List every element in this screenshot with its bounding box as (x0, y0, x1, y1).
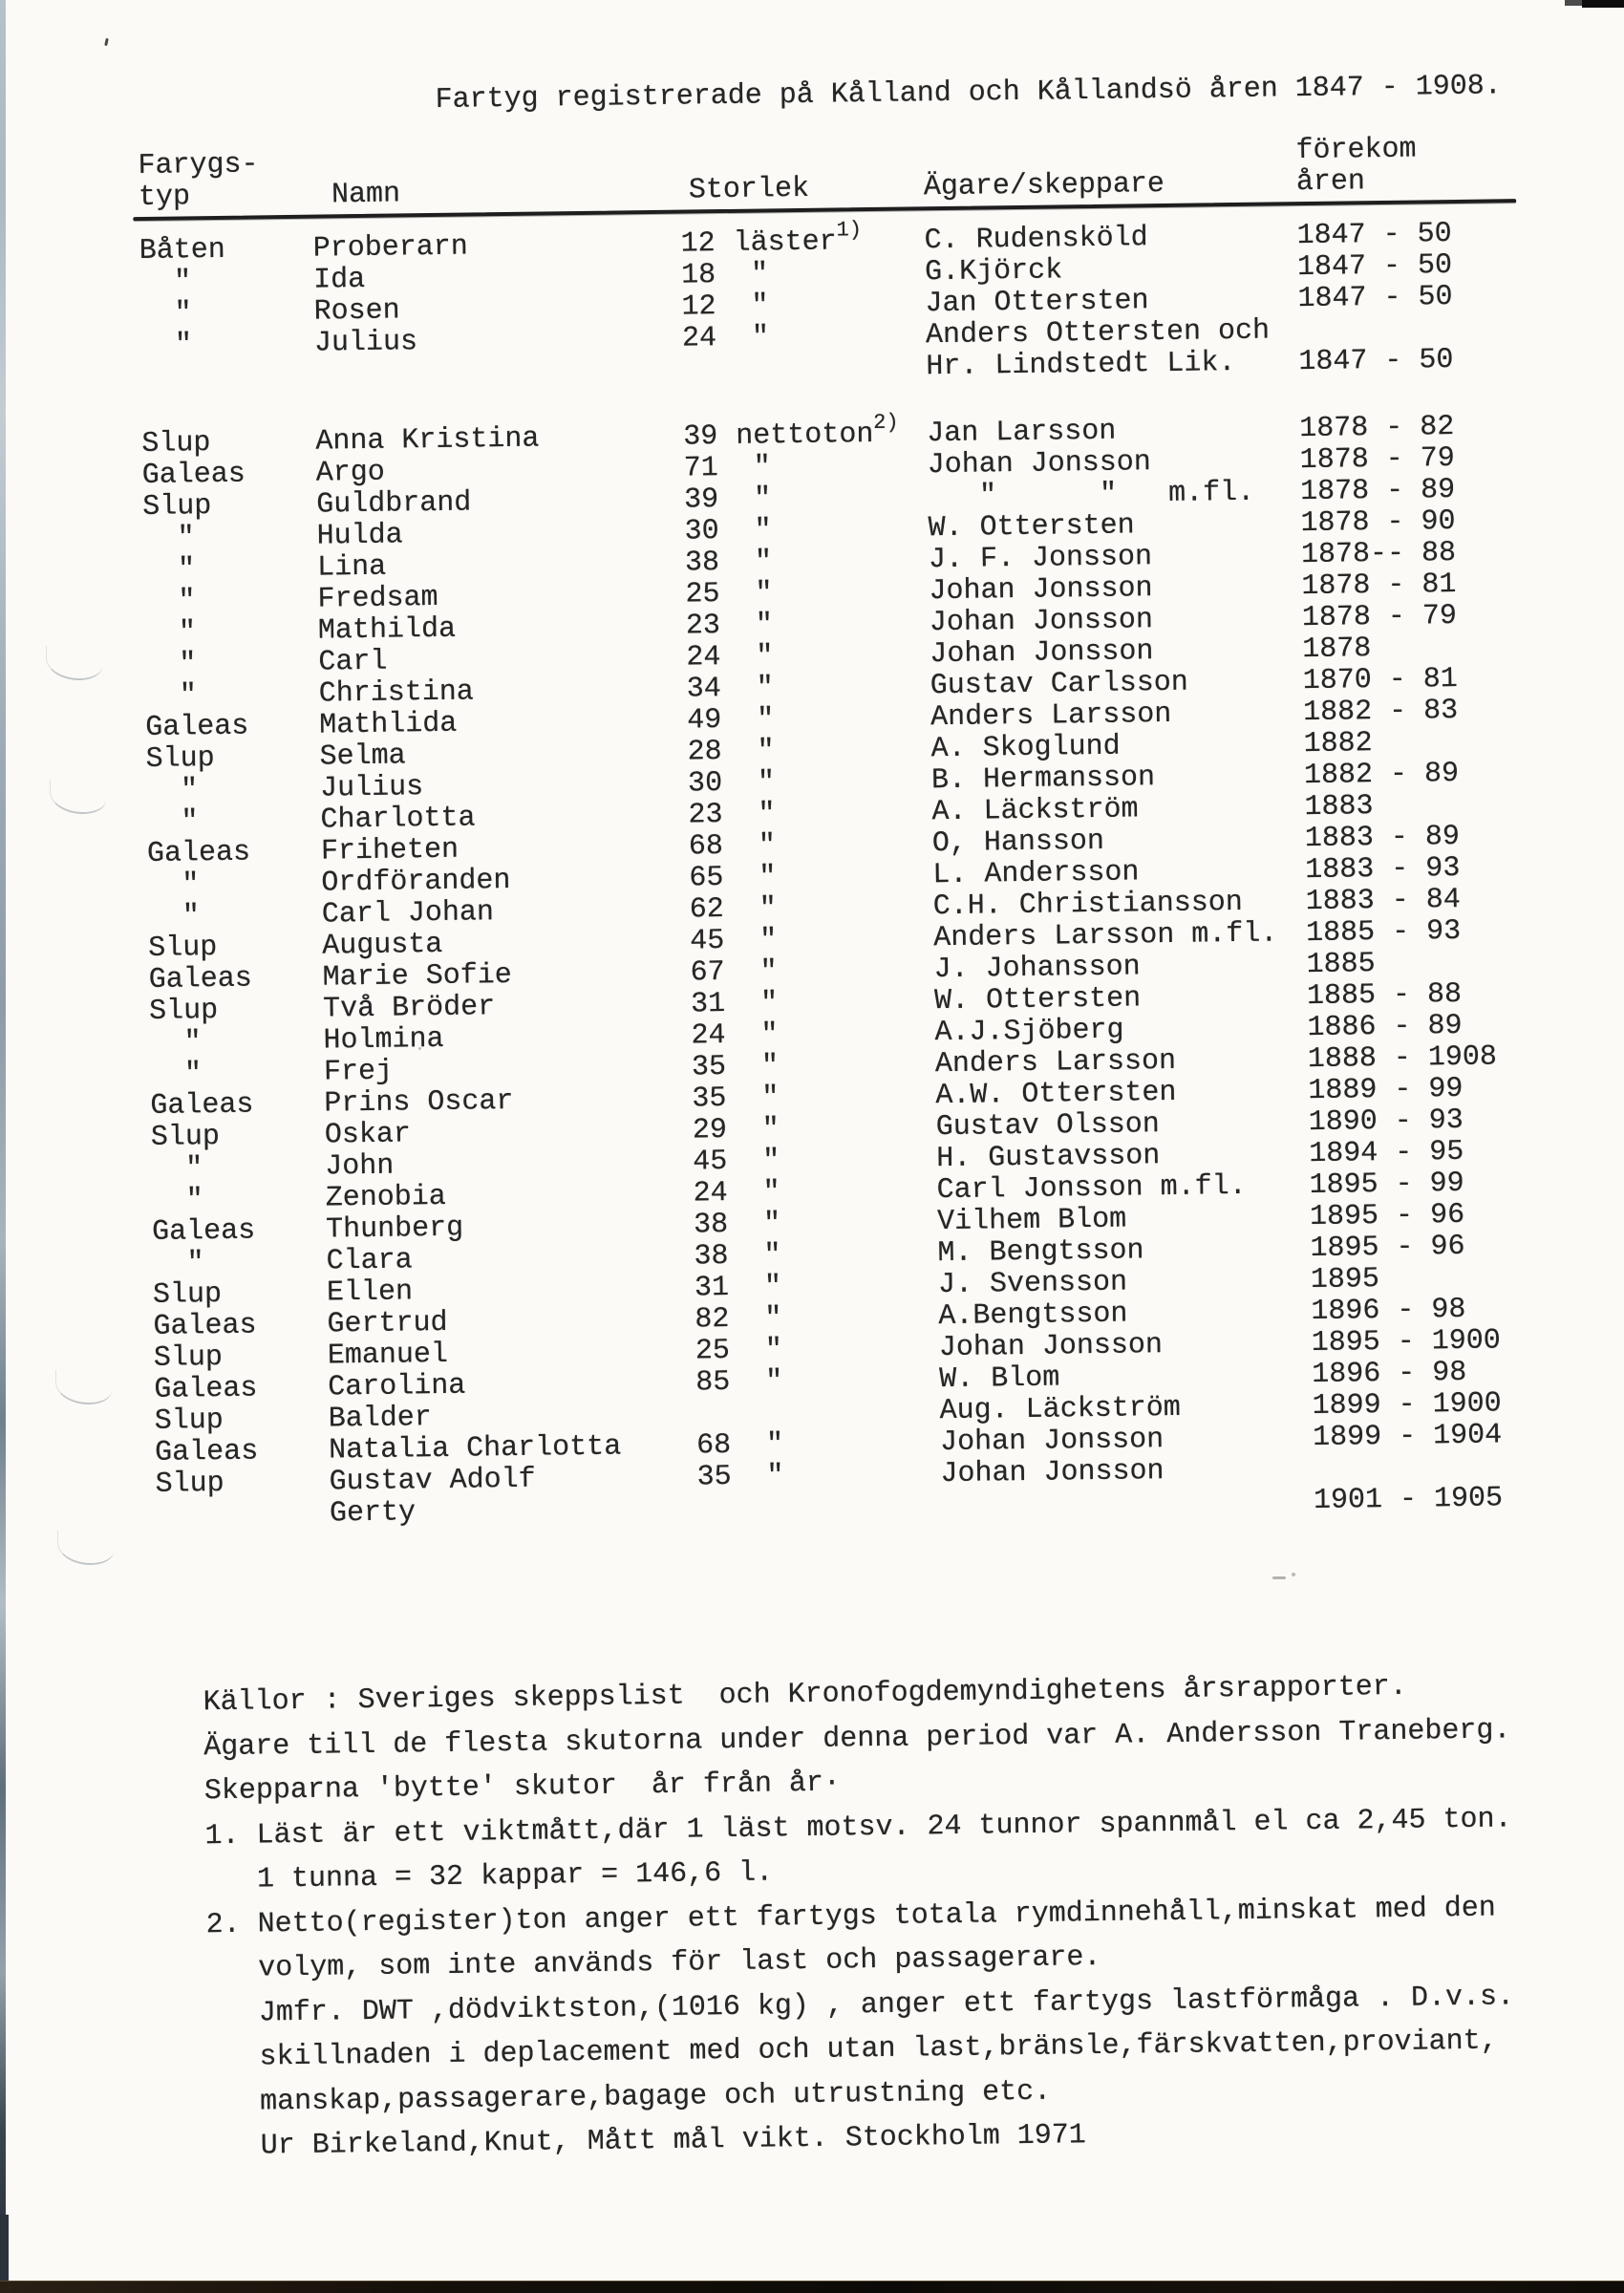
unit-text: " (742, 955, 778, 989)
cell-size-unit (735, 321, 769, 354)
cell-owner: W. Blom (939, 1361, 1060, 1397)
cell-size-unit (737, 577, 772, 610)
unit-text: " (744, 1113, 780, 1146)
unit-text: " (747, 1302, 782, 1336)
cell-owner: H. Gustavsson (936, 1140, 1161, 1176)
cell-ship-type: " (139, 329, 193, 363)
cell-ship-type: Slup (150, 1120, 221, 1154)
cell-ship-type: Slup (141, 427, 211, 461)
cell-ship-name: Ellen (326, 1275, 414, 1310)
cell-owner: C.H. Christiansson (932, 886, 1244, 924)
cell-ship-type: " (143, 616, 197, 650)
footnotes-block (203, 1668, 1623, 2175)
cell-ship-type: Slup (153, 1340, 224, 1375)
cell-size-unit (737, 482, 771, 515)
unit-text: " (743, 1050, 780, 1083)
cell-owner: Aug. Läckström (939, 1391, 1181, 1428)
unit-text: " (739, 703, 775, 737)
cell-ship-name: Argo (315, 456, 386, 490)
cell-owner: M. Bengtsson (937, 1234, 1144, 1271)
cell-size-unit (744, 1082, 779, 1114)
cell-ship-type: " (149, 1026, 202, 1060)
cell-ship-type: " (142, 553, 196, 587)
cell-years: 1870 - 81 (1302, 662, 1458, 698)
cell-ship-name: Charlotta (320, 802, 476, 837)
cell-ship-name: Hulda (316, 519, 403, 553)
unit-text: nettoton (736, 418, 874, 453)
cell-ship-name: Augusta (322, 928, 443, 963)
unit-text: " (748, 1428, 784, 1462)
footnote-line: 1 tunna = 32 kappar = 146,6 l. (204, 1856, 774, 1897)
footnote-line: 1. Läst är ett viktmått,där 1 läst motsv. 24 tunnor spannmål el ca 2,45 ton. (204, 1802, 1512, 1853)
cell-owner: Vilhem Blom (936, 1203, 1127, 1239)
scan-bottom-edge (0, 2281, 1624, 2293)
cell-size-unit (742, 924, 777, 956)
cell-ship-type: Slup (154, 1404, 224, 1438)
cell-size-unit (739, 703, 774, 736)
ship-table-group-1847 (0, 216, 1614, 395)
cell-ship-name: Friheten (320, 833, 459, 868)
cell-years: 1883 - 93 (1305, 851, 1461, 888)
cell-ship-name: Natalia Charlotta (328, 1430, 622, 1468)
scan-top-right-mark-black (1582, 0, 1624, 8)
cell-ship-name: Anna Kristina (315, 422, 540, 459)
cell-years: 1896 - 98 (1312, 1356, 1467, 1392)
cell-size-value: 28 (687, 736, 722, 769)
cell-size-value: 18 (680, 259, 716, 292)
cell-years: 1885 - 88 (1306, 977, 1463, 1014)
cell-ship-name: Mathlida (319, 707, 458, 742)
cell-owner: W. Ottersten (933, 982, 1142, 1018)
cell-owner: Anders Ottersten och (925, 314, 1271, 353)
cell-size-unit (743, 987, 778, 1019)
cell-owner: Johan Jonsson (938, 1329, 1164, 1365)
cell-years: 1882 - 83 (1302, 694, 1459, 730)
cell-ship-name: Emanuel (327, 1338, 449, 1373)
cell-years: 1895 - 96 (1310, 1230, 1465, 1266)
cell-owner: Johan Jonsson (929, 604, 1154, 640)
cell-size-value: 12 (680, 227, 716, 261)
cell-size-value: 30 (684, 515, 719, 548)
cell-size-unit (747, 1302, 781, 1335)
cell-ship-name: Gerty (329, 1496, 417, 1531)
cell-size-unit (737, 514, 771, 546)
cell-years: 1878 - 79 (1299, 442, 1455, 478)
cell-years: 1883 (1304, 790, 1374, 825)
cell-owner: A.J.Sjöberg (934, 1014, 1124, 1050)
cell-ship-name: Rosen (313, 294, 400, 329)
unit-text: läster (733, 225, 837, 260)
cell-years: 1878 - 89 (1299, 474, 1456, 509)
unit-text: " (741, 861, 777, 894)
cell-size-unit (733, 218, 863, 260)
cell-owner: J. Johansson (933, 951, 1141, 987)
unit-text: " (736, 451, 772, 484)
cell-size-value: 39 (683, 483, 719, 517)
document-title: Fartyg registrerade på Kålland och Kållandsö åren 1847 - 1908. (435, 70, 1503, 117)
column-header-size: Storlek (688, 172, 810, 207)
cell-owner: Anders Larsson (934, 1044, 1177, 1082)
cell-size-value: 68 (688, 830, 724, 864)
cell-ship-name: Gustav Adolf (329, 1463, 536, 1499)
cell-years: 1895 (1310, 1263, 1380, 1297)
cell-size-unit (737, 546, 772, 578)
cell-years: 1878 - 79 (1301, 599, 1458, 635)
cell-owner: J. F. Jonsson (928, 541, 1153, 577)
cell-ship-name: Marie Sofie (322, 958, 512, 995)
cell-ship-name: Två Bröder (322, 991, 496, 1026)
footnote-line: Skepparna 'bytte' skutor år från år· (203, 1767, 842, 1809)
cell-size-unit (734, 289, 768, 322)
cell-years: 1895 - 99 (1309, 1167, 1464, 1203)
cell-ship-name: Ida (312, 263, 366, 297)
cell-years: 1878-- 88 (1300, 536, 1457, 572)
unit-text: " (746, 1239, 781, 1273)
unit-text: " (736, 482, 772, 516)
cell-size-value: 35 (692, 1082, 727, 1116)
cell-ship-type: " (151, 1152, 203, 1186)
unit-text: " (737, 577, 773, 611)
cell-owner: Johan Jonsson (939, 1424, 1165, 1460)
cell-size-value: 25 (694, 1335, 731, 1368)
column-header-years-line1: förekom (1295, 133, 1417, 168)
cell-owner: Gustav Olsson (935, 1108, 1161, 1145)
cell-ship-type: Galeas (153, 1309, 257, 1343)
unit-text: " (745, 1176, 780, 1210)
cell-years: 1847 - 50 (1296, 249, 1453, 285)
column-header-name: Namn (331, 178, 401, 212)
cell-ship-name: Guldbrand (316, 486, 472, 522)
unit-text: " (746, 1271, 782, 1304)
cell-ship-type: Slup (148, 932, 218, 965)
cell-size-unit (736, 410, 899, 453)
cell-size-unit (749, 1428, 783, 1461)
cell-years: 1899 - 1900 (1312, 1387, 1502, 1424)
cell-owner: G.Kjörck (924, 254, 1063, 289)
cell-years: 1882 (1303, 727, 1373, 761)
cell-ship-name: Carolina (328, 1369, 466, 1404)
cell-size-value: 62 (689, 893, 725, 927)
cell-ship-name: Frej (323, 1055, 394, 1089)
cell-size-unit (738, 609, 773, 641)
footnote-line: Ur Birkeland,Knut, Mått mål vikt. Stockholm 1971 (208, 2119, 1087, 2164)
unit-text: " (738, 640, 774, 674)
unit-text: " (742, 987, 779, 1020)
cell-size-value: 49 (687, 704, 722, 738)
cell-size-unit (744, 1050, 779, 1082)
column-header-owner: Ägare/skeppare (923, 167, 1165, 204)
unit-text: " (739, 735, 775, 768)
cell-years: 1878 (1302, 632, 1372, 667)
cell-size-unit (742, 892, 777, 925)
cell-size-unit (739, 672, 774, 704)
cell-ship-type: Slup (155, 1467, 224, 1501)
cell-size-value: 31 (690, 988, 726, 1021)
cell-ship-type: Galeas (154, 1372, 258, 1406)
cell-years: 1895 - 1900 (1311, 1324, 1502, 1361)
cell-years: 1886 - 89 (1307, 1009, 1463, 1045)
cell-years: 1889 - 99 (1308, 1072, 1464, 1108)
scan-dust (1292, 1573, 1295, 1576)
scan-dust (418, 1047, 421, 1050)
cell-years: 1847 - 50 (1296, 218, 1452, 253)
cell-size-value: 39 (683, 420, 718, 454)
cell-ship-type: Galeas (145, 710, 249, 744)
cell-years: 1878 - 81 (1301, 568, 1457, 604)
cell-owner: A.Bengtsson (938, 1297, 1128, 1334)
footnote-marker: 2) (873, 410, 899, 435)
cell-size-value: 30 (687, 767, 723, 801)
cell-size-unit (743, 1018, 778, 1051)
cell-size-unit (746, 1208, 780, 1240)
footnote-line: Ägare till de flesta skutorna under denna period var A. Andersson Traneberg. (203, 1713, 1511, 1764)
unit-text: " (744, 1082, 780, 1115)
unit-text: " (741, 892, 778, 926)
cell-years: 1895 - 96 (1309, 1198, 1465, 1234)
unit-text: " (737, 546, 773, 579)
cell-ship-name: Lina (316, 550, 387, 585)
unit-text: " (734, 289, 769, 323)
cell-years: 1901 - 1905 (1313, 1482, 1504, 1518)
cell-ship-type: Slup (145, 742, 215, 776)
cell-ship-name: Holmina (323, 1022, 444, 1058)
cell-size-unit (745, 1145, 780, 1177)
unit-text: " (748, 1365, 783, 1399)
unit-text: " (738, 672, 775, 705)
cell-size-value: 65 (689, 862, 724, 895)
cell-ship-name: Thunberg (325, 1211, 464, 1247)
ship-table-group-1878 (0, 409, 1624, 1533)
cell-ship-type: " (152, 1247, 204, 1280)
cell-ship-type: Båten (139, 233, 225, 268)
cell-years: 1883 - 89 (1304, 820, 1461, 856)
cell-size-value: 38 (694, 1240, 729, 1274)
column-header-type-line2: typ (138, 181, 191, 215)
cell-size-value: 45 (693, 1146, 728, 1179)
cell-ship-type: " (139, 266, 192, 300)
cell-owner: W. Ottersten (928, 509, 1135, 546)
cell-owner: Gustav Carlsson (930, 666, 1189, 703)
cell-size-value: 35 (696, 1461, 732, 1494)
cell-size-unit (748, 1365, 782, 1398)
cell-size-unit (737, 451, 771, 483)
cell-years: 1878 - 82 (1299, 411, 1455, 446)
cell-ship-type: " (144, 648, 197, 681)
cell-ship-name: Oskar (324, 1118, 412, 1152)
unit-text: " (737, 609, 774, 642)
cell-size-value: 82 (694, 1303, 730, 1337)
cell-size-value: 12 (681, 290, 716, 324)
unit-text: " (733, 258, 769, 291)
cell-years: 1878 - 90 (1300, 505, 1456, 541)
cell-owner: A. Skoglund (930, 730, 1121, 766)
cell-years: 1882 - 89 (1303, 757, 1460, 793)
cell-ship-type: " (143, 585, 196, 618)
cell-size-unit (739, 735, 774, 767)
cell-ship-name: Clara (326, 1244, 413, 1278)
cell-size-value: 24 (681, 322, 717, 355)
cell-years: 1899 - 1904 (1312, 1419, 1503, 1455)
cell-ship-type: " (147, 900, 201, 933)
unit-text: " (743, 1018, 779, 1052)
cell-owner: J. Svensson (937, 1266, 1128, 1302)
cell-ship-type: " (147, 868, 200, 902)
cell-years: 1890 - 93 (1308, 1104, 1464, 1140)
cell-owner: Johan Jonsson (927, 446, 1152, 482)
cell-size-unit (747, 1271, 781, 1303)
cell-ship-name: John (325, 1149, 395, 1184)
cell-size-unit (742, 955, 777, 988)
cell-size-unit (745, 1176, 780, 1209)
cell-ship-name: Fredsam (317, 581, 438, 616)
cell-size-unit (734, 258, 768, 290)
cell-size-value: 24 (691, 1019, 726, 1053)
unit-text: " (745, 1145, 780, 1178)
cell-ship-name: Balder (328, 1402, 433, 1436)
cell-ship-name: Carl Johan (321, 896, 495, 932)
cell-size-value: 85 (695, 1366, 731, 1400)
footnote-line: 2. Netto(register)ton anger ett fartygs totala rymdinnehåll,minskat med den (205, 1892, 1497, 1941)
cell-years: 1888 - 1908 (1307, 1040, 1498, 1077)
cell-ship-type: Galeas (150, 1088, 254, 1123)
unit-text: " (740, 829, 777, 863)
cell-size-value: 23 (685, 610, 721, 643)
footnote-marker: 1) (836, 218, 863, 243)
cell-owner: Johan Jonsson (940, 1455, 1165, 1491)
cell-ship-type: " (144, 679, 198, 713)
cell-ship-type: " (151, 1184, 203, 1217)
column-header-years-line2: åren (1295, 165, 1366, 200)
cell-years: 1885 - 93 (1305, 914, 1462, 951)
cell-owner: A. Läckström (931, 793, 1139, 829)
cell-owner: Jan Larsson (927, 415, 1117, 451)
unit-text: " (740, 798, 776, 831)
footnote-line: Jmfr. DWT ,dödviktston,(1016 kg) , anger ett fartygs lastförmåga . D.v.s. (206, 1980, 1515, 2030)
cell-owner: B. Hermansson (930, 761, 1156, 798)
cell-size-unit (741, 829, 776, 862)
cell-ship-name: Julius (319, 771, 424, 805)
cell-owner: " " m.fl. (927, 476, 1255, 514)
cell-ship-name: Mathilda (317, 612, 457, 648)
unit-text: " (737, 514, 772, 547)
unit-text: " (734, 321, 770, 354)
footnote-line: manskap,passagerare,bagage och utrustning etc. (207, 2075, 1052, 2119)
scan-left-edge (0, 0, 6, 2293)
cell-size-value: 25 (685, 578, 720, 611)
cell-years: 1883 - 84 (1305, 883, 1462, 919)
cell-size-unit (740, 766, 775, 799)
cell-ship-type: " (145, 774, 199, 807)
unit-text: " (739, 766, 776, 800)
cell-size-value: 23 (688, 799, 723, 832)
cell-ship-name: Carl (318, 645, 388, 679)
cell-owner: L. Andersson (932, 856, 1140, 892)
cell-size-unit (746, 1239, 780, 1272)
cell-ship-type: Slup (148, 995, 219, 1028)
cell-size-unit (738, 640, 773, 673)
cell-ship-name: Ordföranden (321, 864, 511, 900)
unit-text: " (749, 1460, 784, 1493)
cell-ship-name: Proberarn (312, 230, 468, 266)
cell-ship-name: Julius (313, 326, 418, 360)
cell-ship-name: Zenobia (325, 1180, 446, 1215)
cell-years: 1885 (1306, 948, 1376, 982)
cell-owner: Hr. Lindstedt Lik. (926, 347, 1236, 384)
cell-ship-type: " (142, 522, 195, 555)
cell-owner: A.W. Ottersten (935, 1076, 1177, 1113)
cell-years: 1896 - 98 (1311, 1293, 1466, 1329)
cell-size-unit (740, 798, 775, 830)
cell-size-value: 24 (693, 1177, 728, 1211)
column-header-type-line1: Farygs- (138, 148, 259, 183)
cell-owner: C. Rudensköld (924, 222, 1148, 258)
cell-size-value: 38 (693, 1209, 729, 1242)
cell-ship-name: Selma (319, 739, 406, 774)
cell-owner: Anders Larsson (930, 697, 1172, 735)
cell-ship-type: Slup (142, 490, 212, 524)
footnote-line: skillnaden i deplacement med och utan last,bränsle,färskvatten,proviant, (207, 2025, 1498, 2075)
unit-text: " (745, 1208, 781, 1241)
cell-size-value: 71 (683, 452, 719, 485)
cell-ship-name: Christina (318, 675, 475, 711)
cell-owner: O, Hansson (931, 825, 1105, 861)
cell-size-value: 29 (692, 1114, 728, 1147)
footnote-line: volym, som inte används för last och passagerare. (206, 1940, 1101, 1986)
cell-size-value: 67 (690, 956, 725, 990)
cell-size-value: 38 (684, 546, 720, 580)
cell-ship-type: " (146, 805, 199, 839)
cell-ship-type: Galeas (154, 1435, 259, 1469)
cell-years: 1847 - 50 (1297, 281, 1453, 316)
cell-size-value: 34 (686, 673, 722, 706)
cell-ship-type: " (139, 297, 192, 332)
cell-ship-type: " (149, 1058, 203, 1091)
cell-size-value: 45 (690, 925, 725, 958)
unit-text: " (742, 924, 778, 957)
cell-owner: Jan Ottersten (925, 285, 1149, 321)
cell-ship-type: Galeas (146, 836, 251, 870)
cell-owner: Johan Jonsson (930, 635, 1154, 672)
cell-size-value: 68 (695, 1429, 732, 1463)
cell-ship-type: Galeas (151, 1214, 256, 1249)
cell-size-value: 35 (691, 1051, 727, 1084)
cell-years: 1894 - 95 (1309, 1135, 1464, 1171)
cell-size-unit (748, 1334, 782, 1366)
cell-owner: Carl Jonsson m.fl. (936, 1169, 1247, 1208)
cell-owner: Anders Larsson m.fl. (933, 917, 1278, 955)
cell-ship-type: Galeas (148, 962, 252, 996)
cell-size-value: 31 (694, 1272, 730, 1305)
footnote-line: Källor : Sveriges skeppslist och Kronofogdemyndighetens årsrapporter. (203, 1670, 1407, 1720)
unit-text: " (747, 1334, 783, 1367)
cell-size-unit (749, 1460, 783, 1492)
cell-ship-type: Galeas (141, 458, 246, 492)
cell-size-unit (741, 861, 776, 893)
cell-ship-name: Prins Oscar (324, 1084, 514, 1121)
cell-ship-name: Gertrud (327, 1306, 448, 1341)
cell-owner: Johan Jonsson (929, 572, 1153, 609)
cell-size-value: 24 (686, 641, 721, 675)
cell-size-unit (745, 1113, 780, 1146)
cell-ship-type: Slup (152, 1277, 223, 1312)
cell-years: 1847 - 50 (1298, 344, 1454, 379)
scan-dust (1272, 1576, 1286, 1579)
